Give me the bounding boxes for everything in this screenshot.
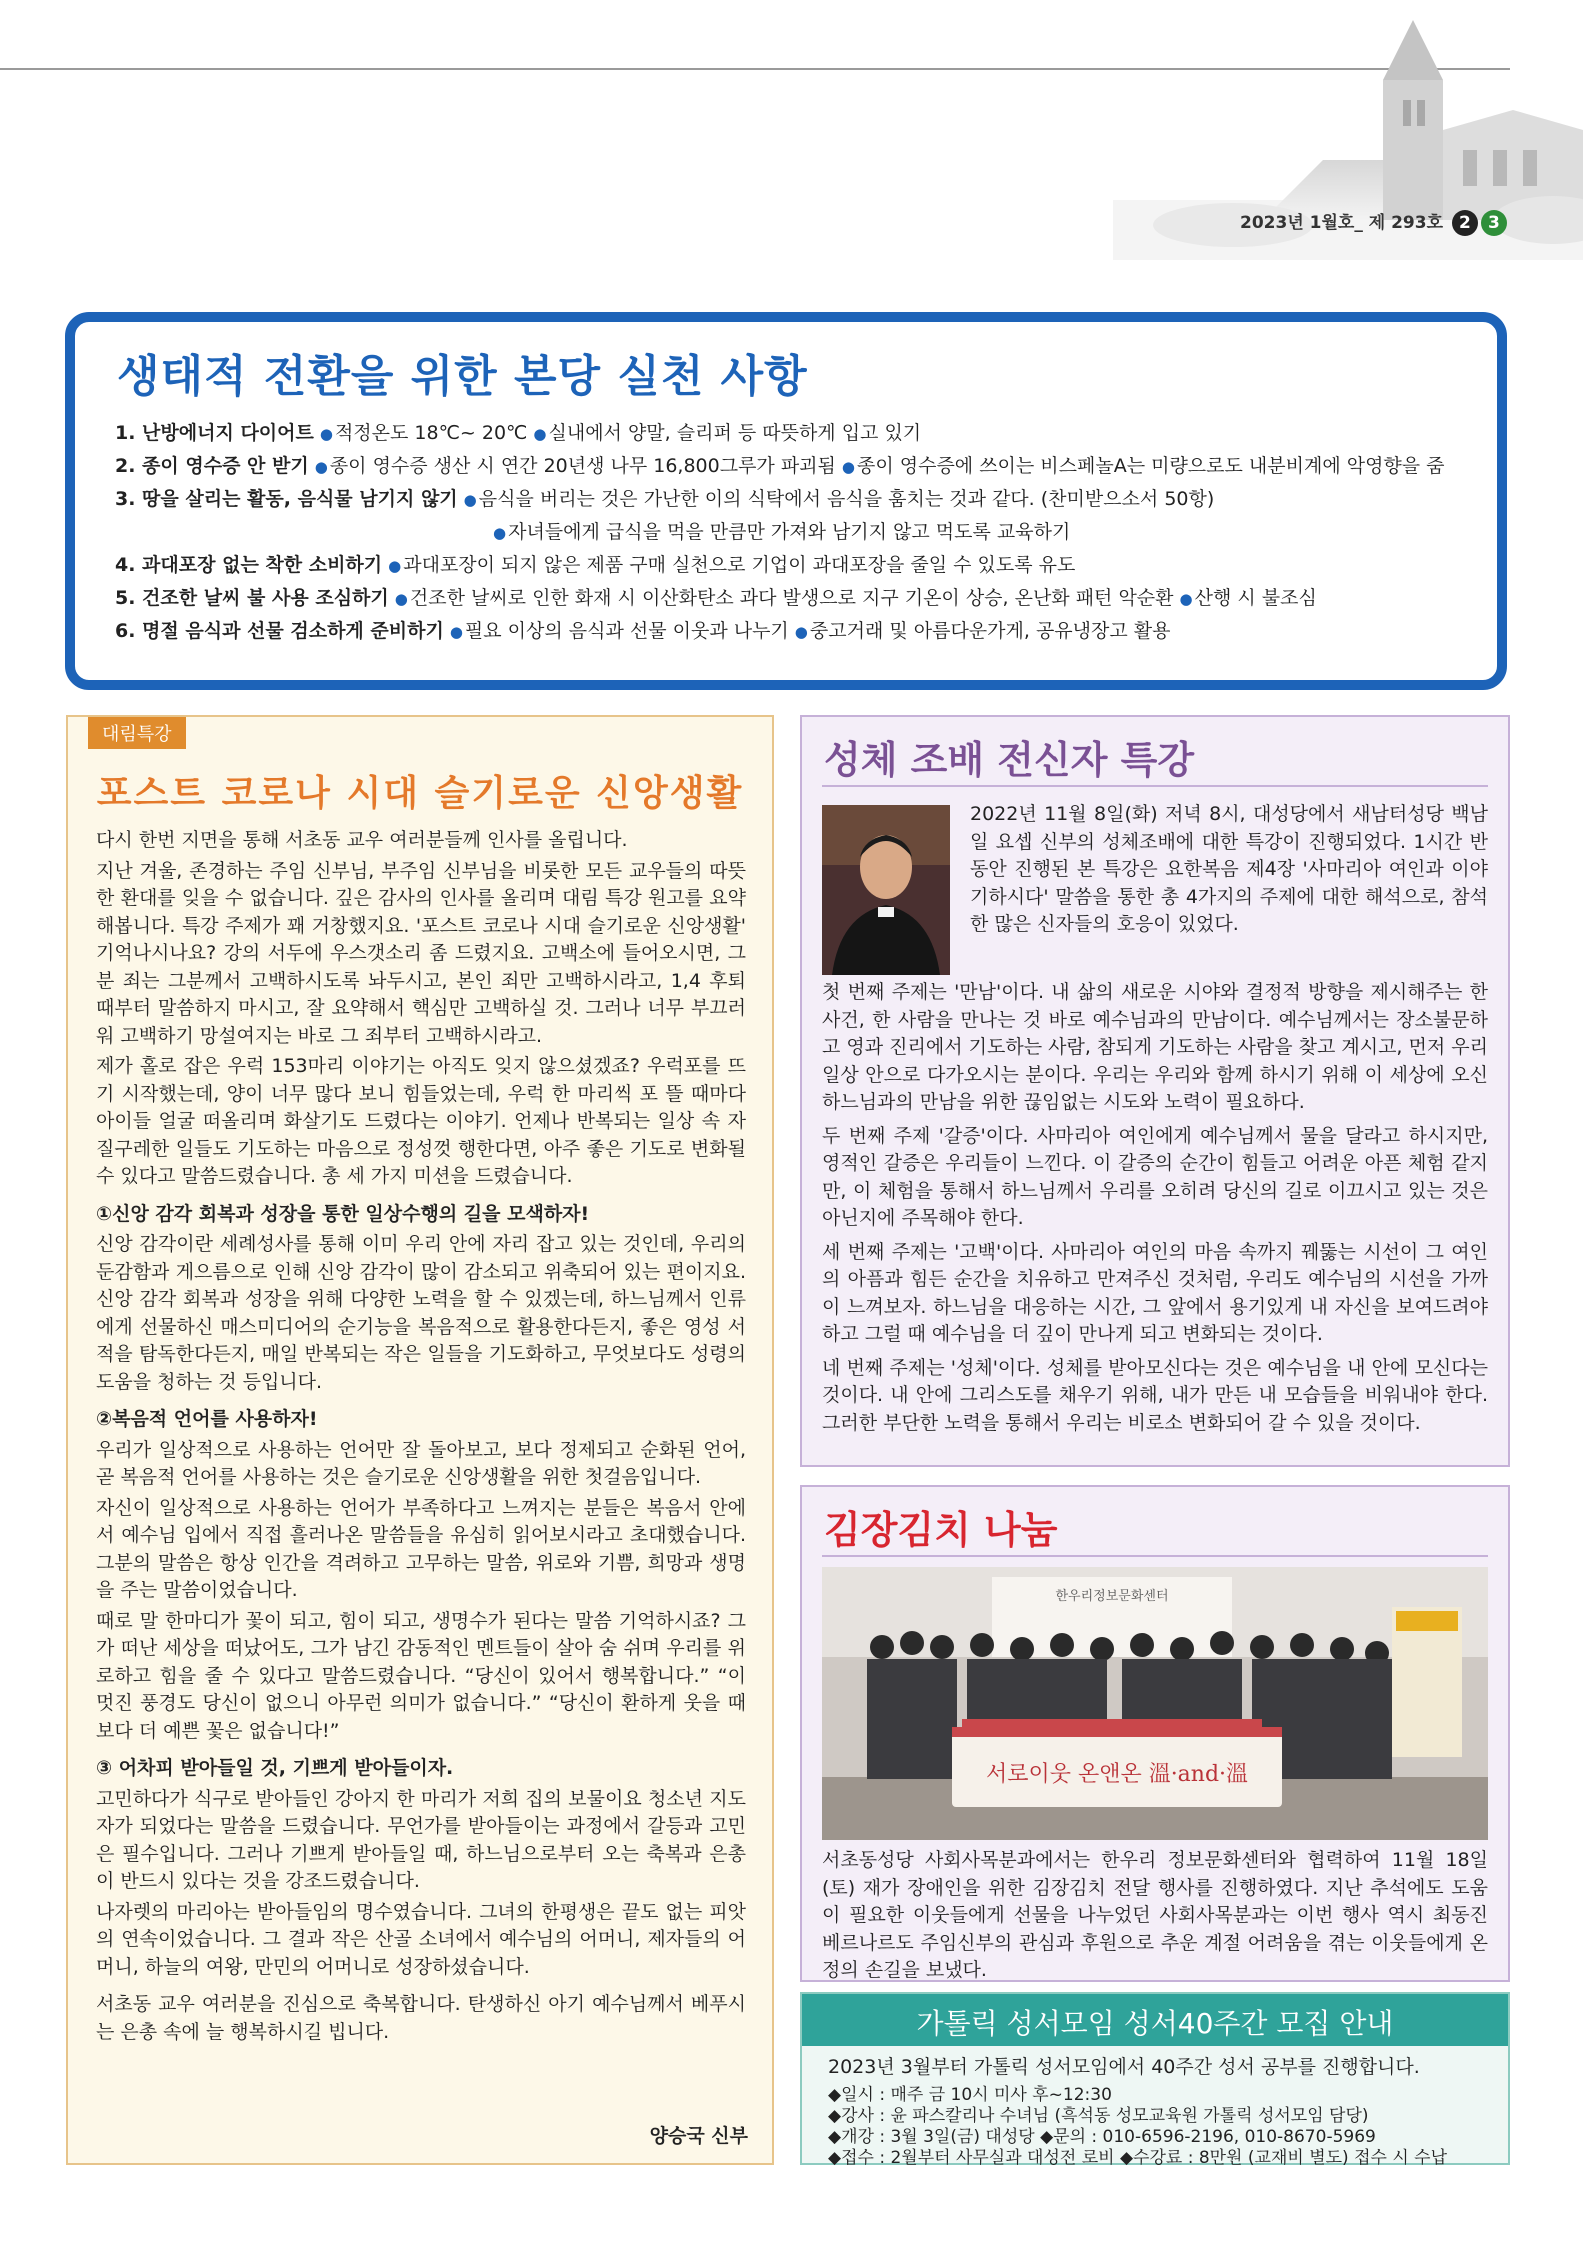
practice-item-heading: 6. 명절 음식과 선물 검소하게 준비하기	[115, 620, 444, 642]
paragraph: 자신이 일상적으로 사용하는 언어가 부족하다고 느껴지는 분들은 복음서 안에서 예수님 입에서 직접 흘러나온 말씀들을 유심히 읽어보시라고 초대했습니다. 그분의 말씀은 항상 인간을 격려하고 고무하는 말씀, 위로와 기쁨, 희망과 생명을 주는 말씀이었습니다.	[96, 1496, 746, 1601]
advent-lecture-article	[66, 715, 774, 2165]
practice-item-heading: 3. 땅을 살리는 활동, 음식물 남기지 않기	[115, 488, 458, 510]
practice-item-heading: 2. 종이 영수증 안 받기	[115, 455, 309, 477]
subheading: ①신앙 감각 회복과 성장을 통한 일상수행의 길을 모색하자!	[96, 1202, 590, 1225]
article-title: 김장김치 나눔	[824, 1508, 1058, 1552]
kimchi-text: 서초동성당 사회사목분과에서는 한우리 정보문화센터와 협력하여 11월 18일(토) 재가 장애인을 위한 김장김치 전달 행사를 진행하였다. 지난 추석에도 도움이 필요한 이웃들에게 선물을 나누었던 사회사목분과는 이번 행사 역시 최동진 베르나르도 주임신부의 관심과 후원으로 추운 계절 어려움을 겪는 이웃들에게 온정의 손길을 보냈다.	[822, 1849, 1488, 1981]
lecture-intro: 2022년 11월 8일(화) 저녁 8시, 대성당에서 새남터성당 백남일 요셉 신부의 성체조배에 대한 특강이 진행되었다. 1시간 반 동안 진행된 본 특강은 요한복음 제4장 '사마리아 여인과 이야기하시다' 말씀을 통한 총 4가지의 주제에 대한 해석으로, 참석한 많은 신자들의 호응이 있었다.	[970, 803, 1488, 935]
practice-item	[115, 583, 1317, 610]
practice-title: 생태적 전환을 위한 본당 실천 사항	[117, 351, 808, 402]
author-signature: 양승국 신부	[649, 2125, 748, 2147]
kimchi-sharing-article	[800, 1485, 1510, 1982]
page-number-left: 2	[1452, 210, 1478, 236]
practice-item-text: 자녀들에게 급식을 먹을 만큼만 가져와 남기지 않고 먹도록 교육하기	[508, 521, 1071, 543]
bible-study-notice	[800, 1992, 1510, 2168]
practice-item-text: 과대포장이 되지 않은 제품 구매 실천으로 기업이 과대포장을 줄일 수 있도록 유도	[403, 554, 1076, 576]
bullet-icon: ●	[463, 491, 477, 509]
photo-sign-text: 한우리정보문화센터	[1055, 1589, 1169, 1604]
practice-item-text: 종이 영수증에 쓰이는 비스페놀A는 미량으로도 내분비계에 악영향을 줌	[856, 455, 1445, 477]
section-badge: 대림특강	[88, 717, 186, 749]
bullet-icon: ●	[388, 557, 402, 575]
paragraph: 다시 한번 지면을 통해 서초동 교우 여러분들께 인사를 올립니다.	[96, 829, 628, 851]
article-title: 포스트 코로나 시대 슬기로운 신앙생활	[96, 773, 744, 814]
practice-item	[115, 484, 1214, 511]
practice-item	[487, 517, 1070, 544]
notice-item: ◆접수 : 2월부터 사무실과 대성전 로비 ◆수강료 : 8만원 (교재비 별도) 접수 시 수납	[828, 2148, 1447, 2168]
bullet-icon: ●	[493, 524, 507, 542]
article-title: 성체 조배 전신자 특강	[824, 738, 1195, 782]
paragraph: 세 번째 주제는 '고백'이다. 사마리아 여인의 마음 속까지 꿰뚫는 시선이 그 여인의 아픔과 힘든 순간을 치유하고 만져주신 것처럼, 우리도 예수님의 시선을 가까이 느껴보자. 하느님을 대응하는 시간, 그 앞에서 용기있게 내 자신을 보여드려야 하고 그럴 때 예수님을 더 깊이 만나게 되고 변화되는 것이다.	[822, 1240, 1488, 1345]
title-rule	[822, 785, 1488, 787]
practice-item	[115, 550, 1075, 577]
practice-item-text: 중고거래 및 아름다운가게, 공유냉장고 활용	[809, 620, 1171, 642]
paragraph: 신앙 감각이란 세례성사를 통해 이미 우리 안에 자리 잡고 있는 것인데, 우리의 둔감함과 게으름으로 인해 신앙 감각이 많이 감소되고 위축되어 있는 편이지요. 신앙 감각 회복과 성장을 위해 다양한 노력을 할 수 있겠는데, 하느님께서 인류에게 선물하신 매스미디어의 순기능을 복음적으로 활용한다든지, 좋은 영성 서적을 탐독한다든지, 매일 반복되는 작은 일들을 기도화하고, 무엇보다도 성령의 도움을 청하는 것 등입니다.	[96, 1233, 746, 1393]
bullet-icon: ●	[319, 425, 333, 443]
paragraph: 서초동 교우 여러분을 진심으로 축복합니다. 탄생하신 아기 예수님께서 베푸시는 은총 속에 늘 행복하시길 빕니다.	[96, 1993, 746, 2043]
notice-intro: 2023년 3월부터 가톨릭 성서모임에서 40주간 성서 공부를 진행합니다.	[828, 2056, 1420, 2078]
issue-label	[1240, 208, 1507, 236]
practice-item	[115, 616, 1170, 643]
paragraph: 우리가 일상적으로 사용하는 언어만 잘 돌아보고, 보다 정제되고 순화된 언어, 곧 복음적 언어를 사용하는 것은 슬기로운 신앙생활을 위한 첫걸음입니다.	[96, 1438, 746, 1488]
bullet-icon: ●	[394, 590, 408, 608]
practice-item-heading: 4. 과대포장 없는 착한 소비하기	[115, 554, 383, 576]
practice-item-text: 필요 이상의 음식과 선물 이웃과 나누기	[464, 620, 789, 642]
paragraph: 제가 홀로 잡은 우럭 153마리 이야기는 아직도 잊지 않으셨겠죠? 우럭포를 뜨기 시작했는데, 양이 너무 많다 보니 힘들었는데, 우럭 한 마리씩 포 뜰 때마다 아이들 얼굴 떠올리며 화살기도 드렸다는 이야기. 언제나 반복되는 일상 속 자질구레한 일들도 기도하는 마음으로 정성껏 행한다면, 아주 좋은 기도로 변화될 수 있다고 말씀드렸습니다. 총 세 가지 미션을 드렸습니다.	[96, 1055, 746, 1187]
practice-item-text: 음식을 버리는 것은 가난한 이의 식탁에서 음식을 훔치는 것과 같다. (찬미받으소서 50항)	[478, 488, 1215, 510]
notice-item: ◆일시 : 매주 금 10시 미사 후~12:30	[828, 2085, 1112, 2105]
notice-title: 가톨릭 성서모임 성서40주간 모집 안내	[916, 2007, 1394, 2040]
paragraph: 고민하다가 식구로 받아들인 강아지 한 마리가 저희 집의 보물이요 청소년 지도자가 되었다는 말씀을 드렸습니다. 무언가를 받아들이는 과정에서 갈등과 고민은 필수입니다. 그러나 기쁘게 받아들일 때, 하느님으로부터 오는 축복과 은총이 반드시 있다는 것을 강조드렸습니다.	[96, 1787, 746, 1892]
subheading: ②복음적 언어를 사용하자!	[96, 1408, 318, 1430]
group-photo	[822, 1567, 1488, 1840]
bullet-icon: ●	[794, 623, 808, 641]
lecture-body	[822, 979, 1488, 1443]
practice-box	[65, 312, 1507, 690]
eucharist-lecture-article	[800, 715, 1510, 1467]
title-rule	[822, 1555, 1488, 1557]
issue-text: 2023년 1월호_ 제 293호	[1240, 213, 1443, 233]
practice-item-text: 적정온도 18℃~ 20℃	[334, 422, 528, 444]
paragraph: 나자렛의 마리아는 받아들임의 명수였습니다. 그녀의 한평생은 끝도 없는 피앗의 연속이었습니다. 그 결과 작은 산골 소녀에서 예수님의 어머니, 제자들의 어머니, 하늘의 여왕, 만민의 어머니로 성장하셨습니다.	[96, 1900, 746, 1978]
bullet-icon: ●	[449, 623, 463, 641]
paragraph: 때로 말 한마디가 꽃이 되고, 힘이 되고, 생명수가 된다는 말씀 기억하시죠? 그가 떠난 세상을 떠났어도, 그가 남긴 감동적인 멘트들이 살아 숨 쉬며 우리를 위로하고 힘을 줄 수 있다고 말씀드렸습니다. “당신이 있어서 행복합니다.” “이 멋진 풍경도 당신이 없으니 아무런 의미가 없습니다.” “당신이 환하게 웃을 때 보다 더 예쁜 꽃은 없습니다!”	[96, 1609, 746, 1742]
practice-item-heading: 5. 건조한 날씨 불 사용 조심하기	[115, 587, 389, 609]
paragraph: 지난 겨울, 존경하는 주임 신부님, 부주임 신부님을 비롯한 모든 교우들의 따뜻한 환대를 잊을 수 없습니다. 깊은 감사의 인사를 올리며 대림 특강 원고를 요약해봅니다. 특강 주제가 꽤 거창했지요. '포스트 코로나 시대 슬기로운 신앙생활' 기억나시나요? 강의 서두에 우스갯소리 좀 드렸지요. 고백소에 들어오시면, 그분 죄는 그분께서 고백하시도록 놔두시고, 본인 죄만 고백하시라고, 1,4 후퇴 때부터 말씀하지 마시고, 잘 요약해서 핵심만 고백하실 것. 그러나 너무 부끄러워 고백하기 망설여지는 바로 그 죄부터 고백하시라고.	[96, 859, 746, 1047]
bullet-icon: ●	[841, 458, 855, 476]
notice-item: ◆강사 : 윤 파스칼리나 수녀님 (흑석동 성모교육원 가톨릭 성서모임 담당)	[828, 2106, 1369, 2126]
subheading: ③ 어차피 받아들일 것, 기쁘게 받아들이자.	[96, 1757, 454, 1779]
practice-item-text: 종이 영수증 생산 시 연간 20년생 나무 16,800그루가 파괴됨	[329, 455, 836, 477]
bullet-icon: ●	[314, 458, 328, 476]
practice-item	[115, 418, 921, 445]
practice-item-text: 실내에서 양말, 슬리퍼 등 따뜻하게 입고 있기	[548, 422, 922, 444]
paragraph: 네 번째 주제는 '성체'이다. 성체를 받아모신다는 것은 예수님을 내 안에 모신다는 것이다. 내 안에 그리스도를 채우기 위해, 내가 만든 내 모습들을 비워내야 한다. 그러한 부단한 노력을 통해서 우리는 비로소 변화되어 갈 수 있을 것이다.	[822, 1356, 1488, 1434]
page-number-right: 3	[1481, 210, 1507, 236]
paragraph: 두 번째 주제 '갈증'이다. 사마리아 여인에게 예수님께서 물을 달라고 하시지만, 영적인 갈증은 우리들이 느낀다. 이 갈증의 순간이 힘들고 어려운 아픈 체험 같지만, 이 체험을 통해서 하느님께서 우리를 오히려 당신의 길로 이끄시고 있는 것은 아닌지에 주목해야 한다.	[822, 1124, 1488, 1229]
practice-item-heading: 1. 난방에너지 다이어트	[115, 422, 314, 444]
practice-item-text: 건조한 날씨로 인한 화재 시 이산화탄소 과다 발생으로 지구 기온이 상승, 온난화 패턴 악순환	[409, 587, 1174, 609]
paragraph: 첫 번째 주제는 '만남'이다. 내 삶의 새로운 시야와 결정적 방향을 제시해주는 한 사건, 한 사람을 만나는 것 바로 예수님과의 만남이다. 예수님께서는 장소불문하고 영과 진리에서 기도하는 사람, 참되게 기도하는 사람을 찾고 계시고, 먼저 우리 일상 안으로 다가오시는 분이다. 우리는 우리와 함께 하시기 위해 이 세상에 오신 하느님과의 만남을 위한 끊임없는 시도와 노력이 필요하다.	[822, 981, 1488, 1113]
photo-banner-text: 서로이웃 온앤온 溫·and·溫	[985, 1762, 1249, 1787]
notice-item: ◆개강 : 3월 3일(금) 대성당 ◆문의 : 010-6596-2196, 010-8670-5969	[828, 2127, 1376, 2147]
bullet-icon: ●	[533, 425, 547, 443]
article-body	[96, 827, 746, 2049]
practice-item-text: 산행 시 불조심	[1194, 587, 1317, 609]
practice-item	[115, 451, 1445, 478]
bullet-icon: ●	[1179, 590, 1193, 608]
priest-photo	[822, 805, 950, 975]
